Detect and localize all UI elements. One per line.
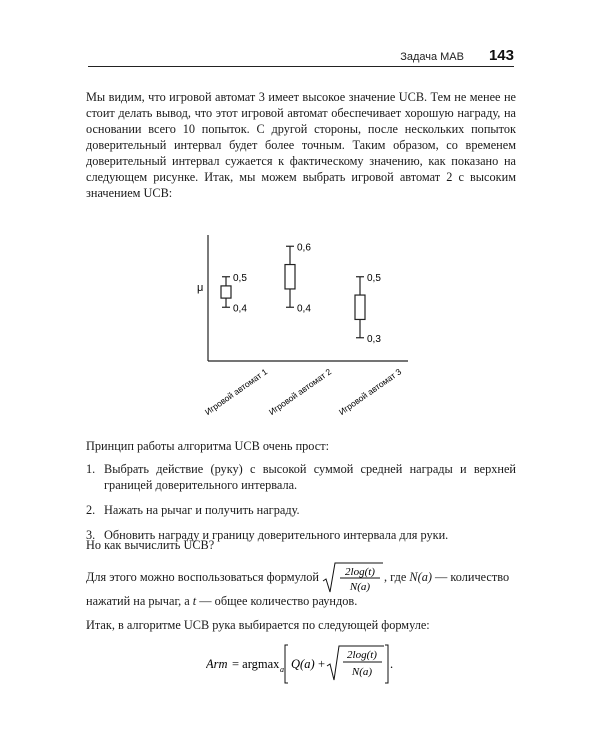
formula-plus: +: [318, 657, 326, 671]
interval-box: [221, 286, 231, 298]
interval-box: [355, 295, 365, 319]
upper-value-label: 0,5: [367, 272, 381, 284]
chapter-title: Задача MAB: [400, 51, 464, 63]
running-header: [88, 47, 514, 67]
list-item: [86, 461, 516, 493]
radical-sign: [322, 561, 384, 595]
step-number: 2.: [86, 503, 96, 517]
step-text: Обновить награду и границу доверительного интервала для руки.: [104, 528, 449, 542]
main-denominator: N(a): [351, 666, 373, 678]
ucb-formula: [206, 642, 406, 686]
sqrt-denominator: N(a): [349, 581, 371, 593]
step-number: 1.: [86, 462, 96, 476]
category-tick-label: Игровой автомат 3: [336, 366, 404, 418]
right-bracket: [385, 645, 388, 683]
line2-post: — общее количество раундов.: [196, 594, 358, 608]
formula-argmax: = argmax: [232, 657, 280, 671]
lower-value-label: 0,4: [297, 303, 311, 315]
header-rule: [88, 66, 514, 67]
upper-value-label: 0,6: [297, 242, 311, 254]
principle-text: Принцип работы алгоритма UCB очень прост:: [86, 439, 330, 453]
category-tick-label: Игровой автомат 2: [266, 366, 334, 418]
formula-intro-before: Для этого можно воспользоваться формулой: [86, 569, 319, 584]
list-item: [86, 502, 516, 518]
na-variable: N(a): [409, 569, 432, 584]
sqrt-formula: [322, 561, 384, 595]
step-number: 3.: [86, 528, 96, 542]
formula-intro-line2: [86, 593, 516, 609]
dash-text: — количество: [431, 569, 510, 584]
formula-intro: [86, 561, 516, 595]
final-text: Итак, в алгоритме UCB рука выбирается по следующей формуле:: [86, 618, 430, 632]
step-text: Нажать на рычаг и получить награду.: [104, 503, 300, 517]
lower-value-label: 0,4: [233, 303, 247, 315]
sqrt-numerator: 2log(t): [345, 566, 376, 578]
lower-value-label: 0,3: [367, 333, 381, 345]
chart-marks: [203, 242, 403, 417]
formula-q: Q(a): [291, 657, 315, 671]
formula-lhs: Arm: [206, 657, 228, 671]
formula-subscript: a: [280, 665, 284, 674]
formula-end: .: [390, 657, 394, 671]
category-tick-label: Игровой автомат 1: [202, 366, 270, 418]
left-bracket: [285, 645, 288, 683]
t-variable: t: [192, 594, 197, 608]
confidence-interval-chart: [170, 225, 430, 420]
intro-paragraph: Мы видим, что игровой автомат 3 имеет высокое значение UCB. Тем не менее не стоит делать вывод, что этот игровой автомат обеспечивает хорошую награду, на основании всего 10 попыток. С другой стороны, после нескольких попыток доверительный интервал будет более точным. Таким образом, со временем доверительный интервал сужается к фактическому значению, как показано на следующем рисунке. Итак, мы можем выбрать игровой автомат 2 с высоким значением UCB:: [86, 90, 516, 200]
page-number: 143: [488, 47, 514, 64]
formula-intro-after: , где: [384, 569, 407, 584]
question-text: Но как вычислить UCB?: [86, 538, 215, 552]
interval-box: [285, 265, 295, 289]
step-text: Выбрать действие (руку) с высокой суммой средней награды и верхней границей доверительного интервала.: [104, 462, 516, 492]
line2-pre: нажатий на рычаг, а: [86, 594, 190, 608]
upper-value-label: 0,5: [233, 272, 247, 284]
main-numerator: 2log(t): [347, 649, 377, 661]
y-axis-label: μ: [197, 282, 204, 294]
